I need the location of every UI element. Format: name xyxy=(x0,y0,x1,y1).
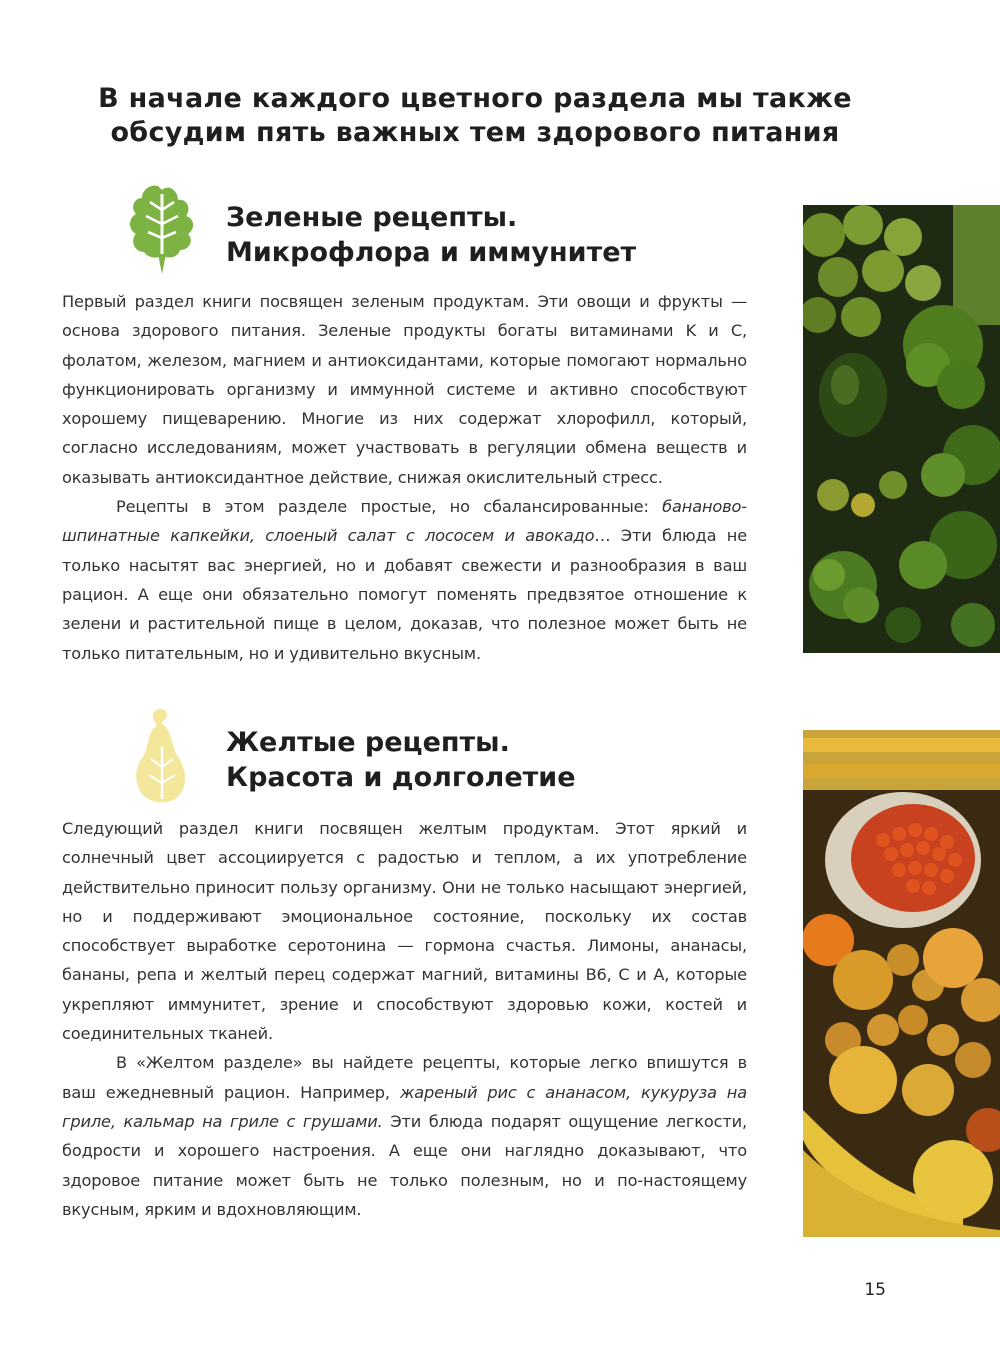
section-title-green xyxy=(226,200,636,270)
green-vegetables-photo xyxy=(803,205,1000,653)
pear-icon xyxy=(133,707,191,803)
text-run: Эти блюда подарят ощущение легкости, бодрости и хорошего настроения. А еще они наглядно доказывают, что здоровое питание может быть не только полезным, но и по-настоящему вкусным, ярким и вдохновляющим. xyxy=(62,1111,747,1219)
page-heading xyxy=(90,82,860,150)
paragraph: Первый раздел книги посвящен зеленым продуктам. Эти овощи и фрукты — основа здорового питания. Зеленые продукты богаты витаминами K и C, фолатом, железом, магнием и антиоксидантами, которые помогают нормально функционировать организму и иммунной системе и активно способствуют хорошему пищеварению. Многие из них содержат хлорофилл, который, согласно исследованиям, может участвовать в регуляции обмена веществ и оказывать антиоксидантное действие, снижая окислительный стресс. xyxy=(62,292,747,487)
section-title-green-line-1: Зеленые рецепты. xyxy=(226,202,518,233)
paragraph xyxy=(62,1048,747,1224)
section-title-green-line-2: Микрофлора и иммунитет xyxy=(226,237,637,268)
recipe-names: жареный рис с ананасом, кукуруза на гриле, кальмар на гриле с грушами. xyxy=(62,1082,747,1131)
paragraph xyxy=(62,492,747,668)
text-run: Рецепты в этом разделе простые, но сбалансированные: xyxy=(116,497,663,517)
section-text-yellow xyxy=(62,814,747,1224)
yellow-produce-photo xyxy=(803,730,1000,1237)
section-title-yellow-line-2: Красота и долголетие xyxy=(226,762,576,793)
page-heading-line-1: В начале каждого цветного раздела мы также xyxy=(98,83,852,114)
paragraph: Следующий раздел книги посвящен желтым продуктам. Этот яркий и солнечный цвет ассоциируется с радостью и теплом, а их употребление действительно приносит пользу организму. Они не только насыщают энергией, но и поддерживают эмоциональное состояние, поскольку их состав способствует выработке серотонина — гормона счастья. Лимоны, ананасы, бананы, репа и желтый перец содержат магний, витамины B6, C и A, которые укрепляют иммунитет, зрение и способствуют здоровью кожи, костей и соединительных тканей. xyxy=(62,819,747,1044)
recipe-names: бананово-шпинатные капкейки, слоеный салат с лососем и авокадо xyxy=(62,497,747,546)
text-run: В «Желтом разделе» вы найдете рецепты, которые легко впишутся в ваш ежедневный рацион. Например, xyxy=(62,1053,747,1102)
page-number: 15 xyxy=(864,1280,886,1300)
text-run: … Эти блюда не только насытят вас энергией, но и добавят свежести и разнообразия в ваш рацион. А еще они обязательно помогут поменять предвзятое отношение к зелени и растительной пище в целом, доказав, что полезное может быть не только питательным, но и удивительно вкусным. xyxy=(62,526,747,663)
leaf-icon xyxy=(128,180,196,276)
section-title-yellow xyxy=(226,725,576,795)
section-text-green xyxy=(62,287,747,668)
section-title-yellow-line-1: Желтые рецепты. xyxy=(226,727,510,758)
page-heading-line-2: обсудим пять важных тем здорового питания xyxy=(110,117,840,148)
